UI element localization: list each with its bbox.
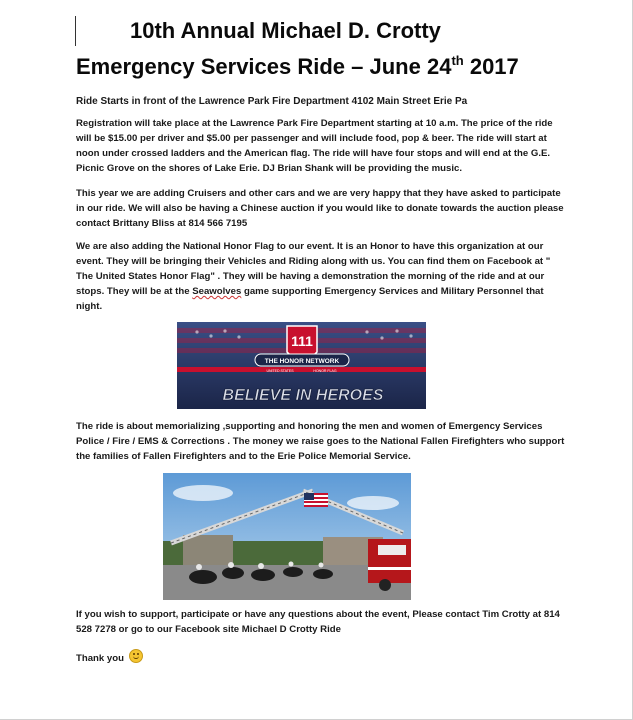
honor-flag-text-b: game supporting Emergency Services and Military Personnel that night. (76, 286, 544, 312)
honor-banner-graphic (177, 322, 426, 409)
spellcheck-word: Seawolves (192, 286, 242, 297)
honor-flag-paragraph (76, 239, 566, 314)
title-main: Emergency Services Ride – June 24 (76, 54, 452, 79)
banner-tagline: BELIEVE IN HEROES (222, 387, 384, 404)
ladder-parade-photo (163, 473, 411, 600)
title-superscript: th (451, 53, 464, 68)
contact-paragraph: If you wish to support, participate or have any questions about the event, Please contact Tim Crotty at 814 528 7278 or go to our Facebook site Michael D Crotty Ride (76, 609, 560, 635)
banner-sub-left: UNITED STATES (266, 369, 294, 373)
banner-network-name: THE HONOR NETWORK (264, 358, 340, 365)
text-cursor (75, 16, 76, 46)
smiley-face-icon (129, 649, 143, 663)
cruisers-paragraph: This year we are adding Cruisers and other cars and we are very happy that they have asked to participate in our ride. We will also be having a Chinese auction if you would like to donate towards the auction please contact Brittany Bliss at 814 566 7195 (76, 188, 564, 229)
parade-photo-graphic (163, 473, 411, 600)
thank-you-text: Thank you (76, 653, 124, 664)
thank-you-line (76, 649, 566, 666)
title-year: 2017 (463, 54, 519, 79)
svg-text:111: 111 (291, 333, 313, 349)
memorial-paragraph: The ride is about memorializing ,supporting and honoring the men and women of Emergency Services Police / Fire / EMS & Corrections . The money we raise goes to the National Fallen Firefighters who support the families of Fallen Firefighters and to the Erie Police Memorial Service. (76, 421, 565, 462)
ride-start-line: Ride Starts in front of the Lawrence Park Fire Department 4102 Main Street Erie Pa (76, 96, 468, 107)
event-title-line2 (76, 54, 519, 80)
honor-flag-text-a: We are also adding the National Honor Flag to our event. It is an Honor to have this organization at our event. They will be bringing their Vehicles and Riding along with us. You can find them on Facebook at " The United States Honor Flag" . They will be having a demonstration the morning of the ride and at our stops. They will be at the (76, 241, 551, 297)
registration-paragraph: Registration will take place at the Lawrence Park Fire Department starting at 10 a.m. The price of the ride will be $15.00 per driver and $5.00 per passenger and will include food, pop & beer. The ride will start at noon under crossed ladders and the American flag. The ride will have four stops and will end at the G.E. Picnic Grove on the shores of Lake Erie. DJ Brian Shank will be providing the music. (76, 118, 553, 174)
event-title-line1: 10th Annual Michael D. Crotty (130, 18, 441, 43)
honor-network-banner-image (177, 322, 426, 409)
banner-sub-right: HONOR FLAG (313, 369, 337, 373)
